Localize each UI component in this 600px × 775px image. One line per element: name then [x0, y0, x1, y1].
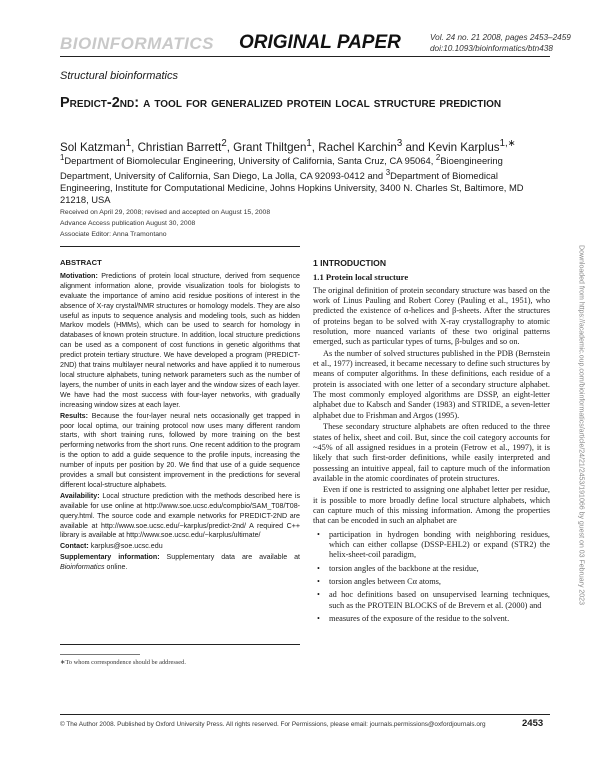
paragraph: These secondary structure alphabets are often reduced to the three states of helix, sheet and coil. But, since the coil category accounts for ~45% of all assigned residues in a protein (Fetrow et al., 1997), it is likely that such first-order definitions, while easily interpreted and possessing an intuitive appeal, fail to capture much of the information available in the atomic coordinates of protein structures.: [313, 422, 550, 483]
abstract-motivation: Motivation: Predictions of protein local structure, derived from sequence alignment information alone, provide visualization tools for biologists to evaluate the importance of amino acid residue positions of interest in the absence of X-ray crystal/NMR structures or homology models. They are also useful as inputs to sequence analysis and modeling tools, such as hidden Markov models (HMMs), which can be used to search for homology in databases of known protein structure. In addition, local structure predictions can be used as a component of cost functions in genetic algorithms that predict protein tertiary structure. We have developed a program (PREDICT-2ND) that trains multilayer neural networks and have applied it to numerous local structure alphabets, tuning network parameters such as the number of layers, the number of units in each layer and the window sizes of each layer. We have had the most success with four-layer networks, with gradually increasing window sizes at each layer.: [60, 271, 300, 409]
introduction: [313, 258, 550, 627]
list-item: • measures of the exposure of the residue to the solvent.: [329, 614, 550, 624]
abstract: [60, 258, 300, 574]
abstract-results: Results: Because the four-layer neural nets occasionally get trapped in poor local optima, our training protocol now uses many different random starts, with short training runs, followed by more training on the best performing networks from the short runs. One recent addition to the program is the option to add a guide sequence to the profile inputs, increasing the number of inputs per position by 20. We find that use of a guide sequence provides a small but consistent improvement in the predictions for several different local-structure alphabets.: [60, 411, 300, 489]
associate-editor: Associate Editor: Anna Tramontano: [60, 231, 167, 238]
contact-email[interactable]: karplus@soe.ucsc.edu: [90, 542, 163, 551]
footer-rule: [60, 714, 550, 715]
doi[interactable]: doi:10.1093/bioinformatics/btn438: [430, 44, 553, 53]
author: Christian Barrett$^2$,: [137, 138, 234, 154]
received-date: Received on April 29, 2008; revised and accepted on August 15, 2008: [60, 209, 271, 216]
abstract-rule-bottom: [60, 644, 300, 645]
abstract-rule-top: [60, 246, 300, 247]
property-list: [313, 530, 550, 625]
copyright-footer: © The Author 2008. Published by Oxford University Press. All rights reserved. For Permissions, please email: journals.permissions@oxfordjournals.org: [60, 721, 486, 728]
paragraph: Even if one is restricted to assigning one alphabet letter per residue, it is possible to more broadly define local structure alphabets, which can capture much of this missing information. Among the properties that can be encoded in such an alphabet are: [313, 485, 550, 526]
affiliations: $^1$Department of Biomolecular Engineering, University of California, Santa Cruz, CA 95064, $^2$Bioengineering Department, University of California, San Diego, La Jolla, CA 92093-0412 and $^3$Department of Biomedical Engineering, Institute for Computational Medicine, Johns Hopkins University, 3400 N. Charles St, Baltimore, MD 21218, USA: [60, 153, 524, 206]
volume-info: [430, 32, 571, 54]
header-rule: [60, 56, 550, 57]
paragraph: The original definition of protein secondary structure was based on the work of Linus Pauling and Robert Corey (Pauling et al., 1951), who predicted the existence of α-helices and β-sheets. After the structures of proteins began to be solved with X-ray crystallography to atomic resolution, more nuanced variants of these two original patterns emerged, such as particular types of turns, β-bulges and so on.: [313, 285, 550, 347]
section-label: Structural bioinformatics: [60, 70, 178, 82]
title-text: Predict-2nd: a tool for generalized protein local structure prediction: [60, 95, 502, 111]
paragraph: As the number of solved structures published in the PDB (Bernstein et al., 1977) increased, it became necessary to define such structures by means of computer algorithms. In these definitions, each residue of a protein is associated with one letter of a secondary structure alphabet. The most commonly employed algorithms are DSSP, an eight-letter alphabet due to Kabsch and Sander (1983) and STRIDE, a seven-letter alphabet due to Frishman and Argos (1995).: [313, 348, 550, 420]
abstract-supplementary: Supplementary information: Supplementary data are available at Bioinformatics online.: [60, 553, 300, 572]
advance-access-date: Advance Access publication August 30, 2008: [60, 220, 196, 227]
author: Rachel Karchin$^3$ and: [318, 138, 429, 154]
abstract-contact: Contact: karplus@soe.ucsc.edu: [60, 542, 163, 551]
author: Sol Katzman$^1$,: [60, 138, 138, 154]
section-heading: 1 INTRODUCTION: [313, 258, 387, 268]
publication-dates: [60, 207, 360, 240]
footnote: ∗To whom correspondence should be addressed.: [60, 659, 186, 666]
list-item: • ad hoc definitions based on unsupervised learning techniques, such as the PROTEIN BLOCKS of de Brevern et al. (2000) and: [329, 590, 550, 611]
subsection-heading: 1.1 Protein local structure: [313, 272, 409, 283]
paper-title: [60, 94, 520, 113]
author: Grant Thiltgen$^1$,: [233, 138, 319, 154]
page-number: 2453: [522, 718, 544, 729]
list-item: • participation in hydrogen bonding with neighboring residues, which can either collapse (DSSP-EHL2) or expand (STR2) the helix-sheet-coil paradigm,: [329, 530, 550, 561]
author: Kevin Karplus$^{1,∗}$: [428, 138, 516, 154]
abstract-availability: Availability: Local structure prediction with the methods described here is available for use online at http://www.soe.ucsc.edu/compbio/SAM_T08/T08-query.html. The source code and example networks for PREDICT-2ND are available at http://www.soe.ucsc.edu/~karplus/predict-2nd/ A required C++ library is available at http://www.soe.ucsc.edu/~karplus/ultimate/: [60, 491, 300, 540]
list-item: • torsion angles between Cα atoms,: [329, 577, 550, 587]
volume-line: Vol. 24 no. 21 2008, pages 2453–2459: [430, 33, 571, 42]
abstract-heading: ABSTRACT: [60, 258, 102, 267]
list-item: • torsion angles of the backbone at the residue,: [329, 564, 550, 574]
download-watermark-text: Downloaded from https://academic.oup.com/bioinformatics/article/24/21/2453/191066 by guest on 03 February 2023: [577, 245, 585, 605]
footnote-rule: [60, 654, 140, 655]
paper-type: ORIGINAL PAPER: [239, 32, 401, 53]
journal-name: BIOINFORMATICS: [60, 34, 215, 53]
download-watermark: [575, 190, 587, 660]
